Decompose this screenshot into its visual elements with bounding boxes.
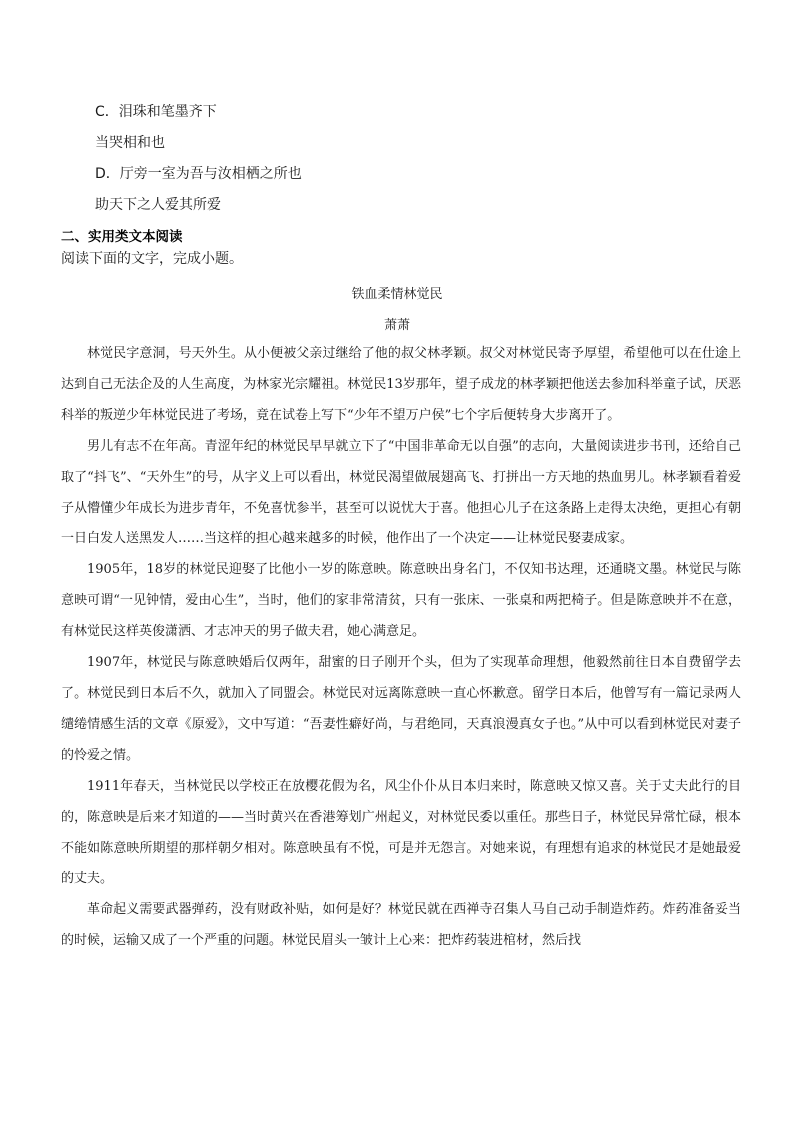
option-d-label: D．厅旁一室为吾与汝相栖之所也 [95,166,302,182]
article-paragraph: 1911年春天，当林觉民以学校正在放樱花假为名，风尘仆仆从日本归来时，陈意映又惊又喜。关于丈夫此行的目的，陈意映是后来才知道的——当时黄兴在香港筹划广州起义，对林觉民委以重任。那些日子，林觉民异常忙碌，根本不能如陈意映所期望的那样朝夕相对。陈意映虽有不悦，可是并无怨言。对她来说，有理想有追求的林觉民才是她最爱的丈夫。 [61,778,741,887]
option-c-label: C．泪珠和笔墨齐下 [95,104,217,120]
article-title: 铁血柔情林觉民 [351,287,443,302]
article-author: 萧萧 [383,318,410,333]
reading-instruction: 阅读下面的文字，完成小题。 [61,251,243,267]
section-heading: 二、实用类文本阅读 [61,229,183,245]
article-paragraph: 1907年，林觉民与陈意映婚后仅两年，甜蜜的日子刚开个头，但为了实现革命理想，他毅然前往日本自费留学去了。林觉民到日本后不久，就加入了同盟会。林觉民对远离陈意映一直心怀歉意。留学日本后，他曾写有一篇记录两人缱绻情感生活的文章《原爱》，文中写道：“吾妻性癖好尚，与君绝同，天真浪漫真女子也。”从中可以看到林觉民对妻子的怜爱之情。 [61,655,741,763]
article-paragraph: 1905年，18岁的林觉民迎娶了比他小一岁的陈意映。陈意映出身名门，不仅知书达理，还通晓文墨。林觉民与陈意映可谓“一见钟情，爱由心生”，当时，他们的家非常清贫，只有一张床、一张桌和两把椅子。但是陈意映并不在意，有林觉民这样英俊潇洒、才志冲天的男子做夫君，她心满意足。 [61,562,741,640]
article-paragraph: 男儿有志不在年高。青涩年纪的林觉民早早就立下了“中国非革命无以自强”的志向，大量阅读进步书刊，还给自己取了“抖飞”、“天外生”的号，从字义上可以看出，林觉民渴望做展翅高飞、打拼出一方天地的热血男儿。林孝颖看着爱子从懵懂少年成长为进步青年，不免喜忧参半，甚至可以说忧大于喜。他担心儿子在这条路上走得太决绝，更担心有朝一日白发人送黑发人……当这样的担心越来越多的时候，他作出了一个决定——让林觉民娶妻成家。 [61,438,741,547]
article-paragraph: 革命起义需要武器弹药，没有财政补贴，如何是好？林觉民就在西禅寺召集人马自己动手制造炸药。炸药准备妥当的时候，运输又成了一个严重的问题。林觉民眉头一皱计上心来：把炸药装进棺材，然后找 [61,902,741,949]
option-d-continuation: 助天下之人爱其所爱 [95,197,221,213]
article-paragraph: 林觉民字意洞，号天外生。从小便被父亲过继给了他的叔父林孝颖。叔父对林觉民寄予厚望，希望他可以在仕途上达到自己无法企及的人生高度，为林家光宗耀祖。林觉民13岁那年，望子成龙的林孝颖把他送去参加科举童子试，厌恶科举的叛逆少年林觉民进了考场，竟在试卷上写下“少年不望万户侯”七个字后便转身大步离开了。 [61,346,741,423]
option-c-continuation: 当哭相和也 [95,135,165,151]
article-body [61,339,741,957]
